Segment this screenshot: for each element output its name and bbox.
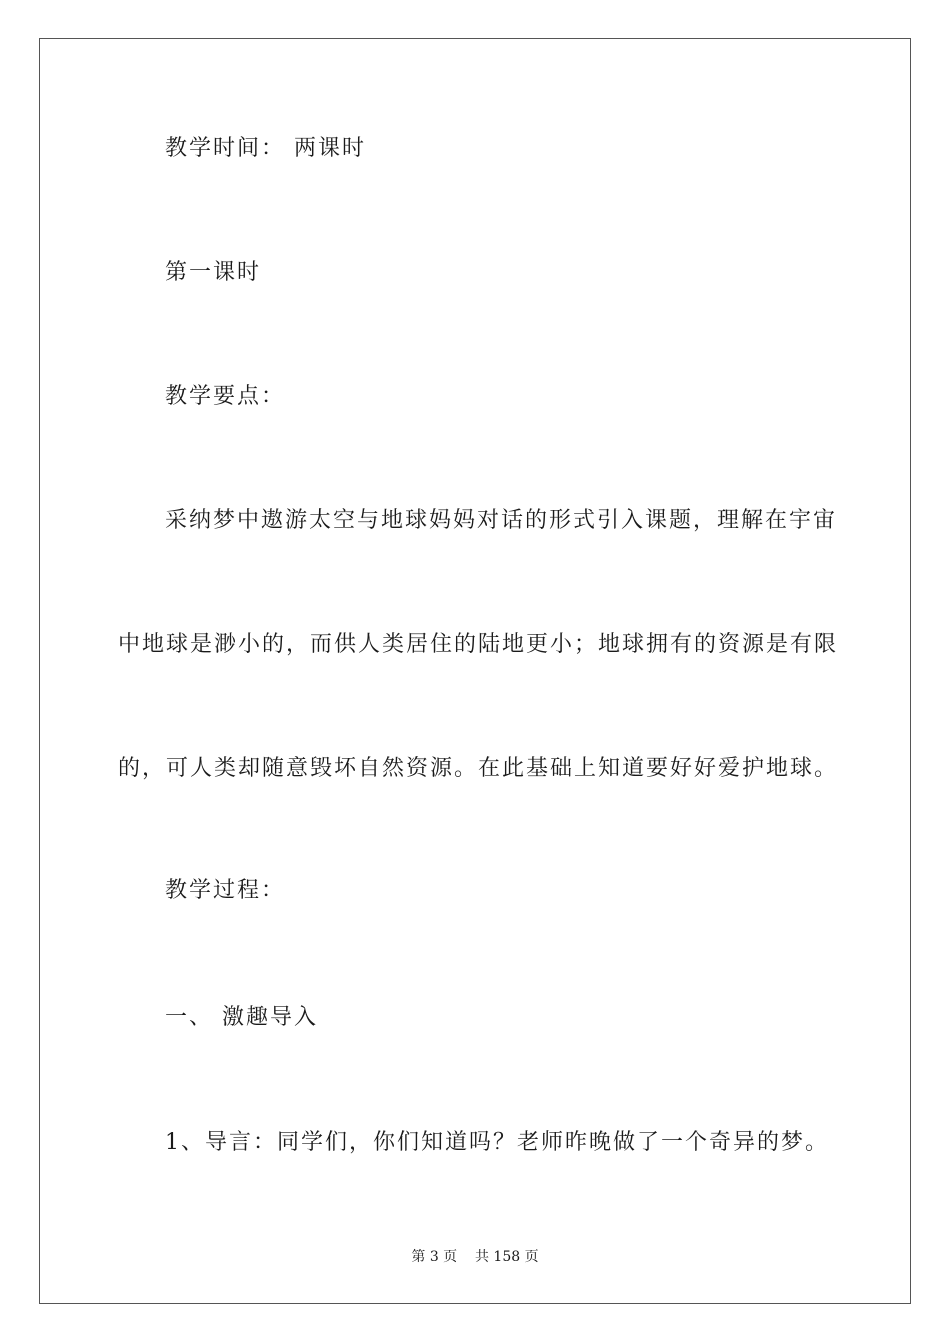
- paragraph-line-2: 中地球是渺小的，而供人类居住的陆地更小；地球拥有的资源是有限: [118, 632, 839, 657]
- page-footer: 第 3 页 共 158 页: [411, 1249, 539, 1265]
- teaching-time-line: 教学时间： 两课时: [165, 136, 366, 161]
- paragraph-line-1: 采纳梦中遨游太空与地球妈妈对话的形式引入课题，理解在宇宙: [165, 508, 838, 533]
- section-one-heading: 一、 激趣导入: [165, 1005, 318, 1030]
- first-lesson-heading: 第一课时: [165, 260, 262, 285]
- intro-line: 1、导言：同学们，你们知道吗？老师昨晚做了一个奇异的梦。: [165, 1130, 829, 1155]
- paragraph-line-3: 的，可人类却随意毁坏自然资源。在此基础上知道要好好爱护地球。: [118, 756, 839, 781]
- teaching-process-heading: 教学过程：: [165, 878, 286, 903]
- page-border: [39, 38, 911, 1304]
- teaching-points-heading: 教学要点：: [165, 384, 286, 409]
